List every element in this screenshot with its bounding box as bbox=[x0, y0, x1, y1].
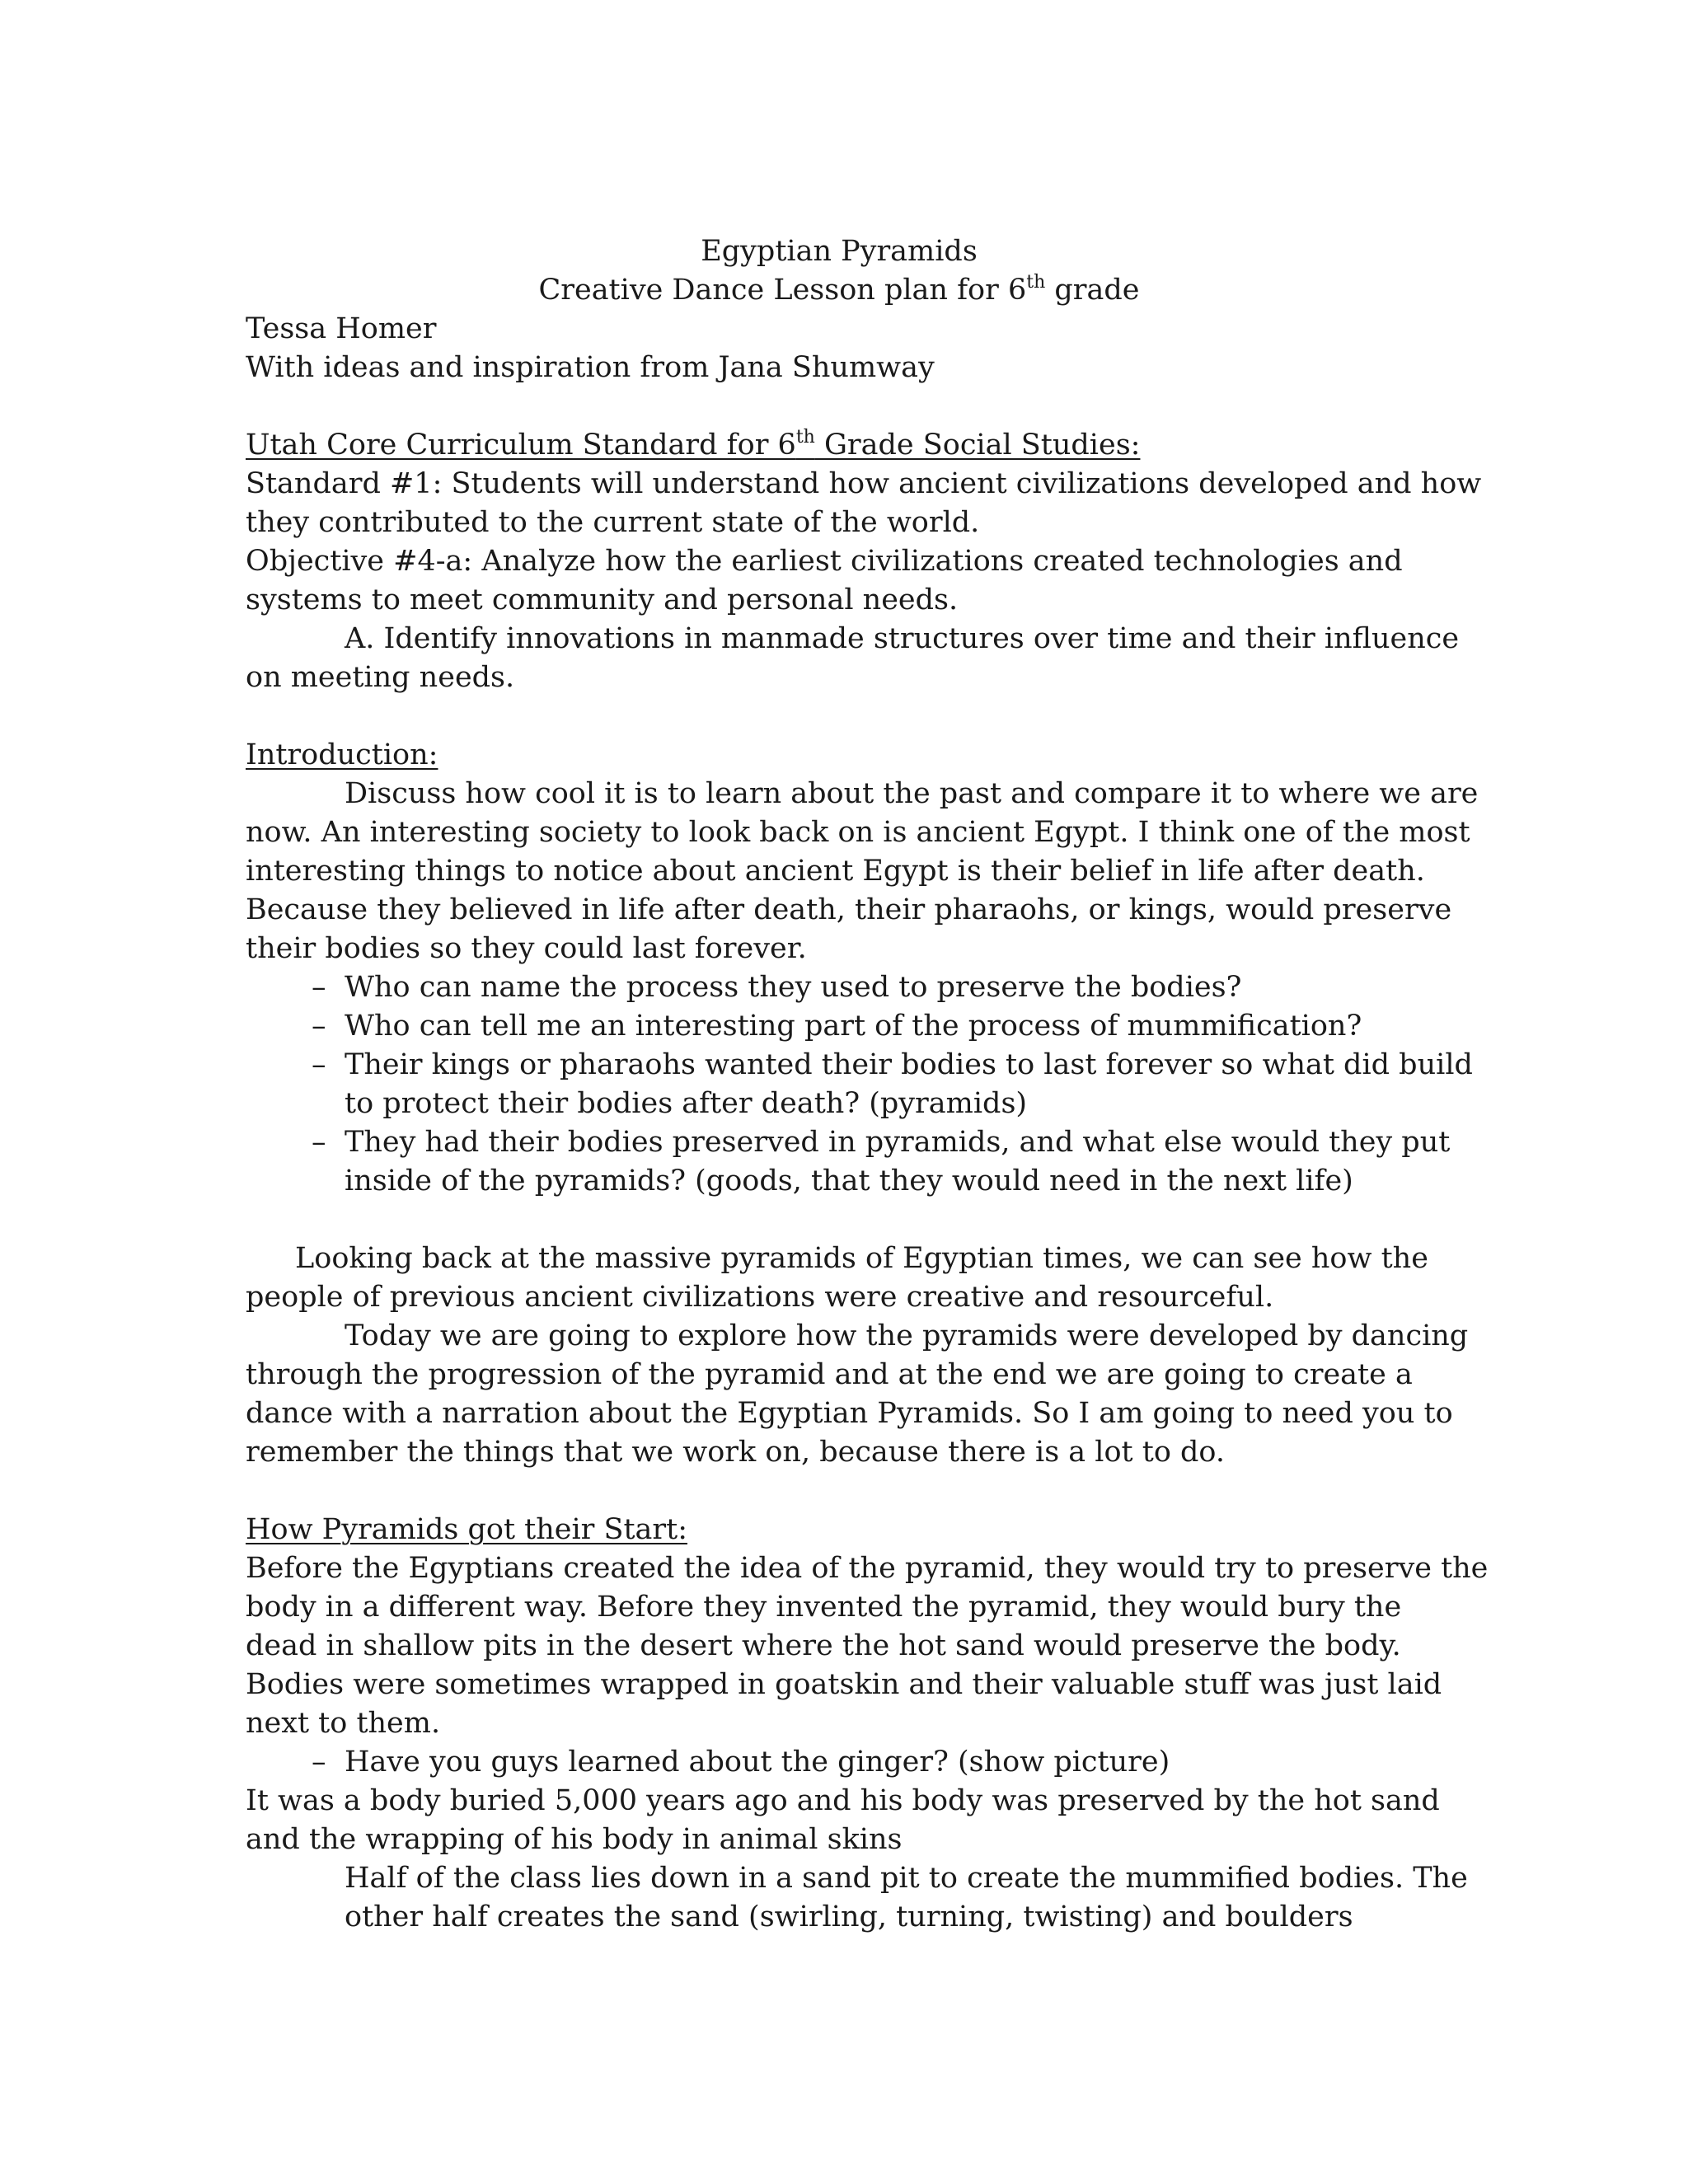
objective-item-a: A. Identify innovations in manmade structures over time and their influence bbox=[345, 622, 1460, 655]
standard-heading-suffix: Grade Social Studies: bbox=[814, 429, 1141, 462]
introduction-paragraph-first-line: Discuss how cool it is to learn about the past and compare it to where we are bbox=[345, 777, 1479, 810]
list-item bbox=[246, 1046, 1473, 1085]
introduction-heading-text: Introduction: bbox=[246, 738, 438, 771]
dash-bullet-icon: – bbox=[312, 1048, 326, 1081]
list-item bbox=[246, 1123, 1451, 1162]
pyramids-start-heading bbox=[246, 1511, 1432, 1549]
list-item bbox=[246, 1743, 1432, 1782]
introduction-paragraph-line: now. An interesting society to look back on is ancient Egypt. I think one of the most bbox=[246, 816, 1470, 849]
pyramids-start-line: dead in shallow pits in the desert where the hot sand would preserve the body. bbox=[246, 1629, 1401, 1662]
list-item-text: Who can name the process they used to preserve the bodies? bbox=[345, 971, 1242, 1004]
standard-heading-superscript: th bbox=[795, 427, 815, 448]
spacer bbox=[246, 1201, 1432, 1240]
subtitle-text: Creative Dance Lesson plan for 6 bbox=[538, 274, 1027, 307]
list-item bbox=[246, 968, 1432, 1007]
standard-heading bbox=[246, 426, 1432, 465]
objective-item-a-continued: on meeting needs. bbox=[246, 661, 515, 694]
introduction-paragraph-line: Because they believed in life after death, their pharaohs, or kings, would preserve bbox=[246, 893, 1452, 926]
today-line: through the progression of the pyramid and at the end we are going to create a bbox=[246, 1358, 1413, 1391]
document-body bbox=[246, 232, 1489, 1937]
standard-line: they contributed to the current state of the world. bbox=[246, 506, 980, 539]
document-subtitle bbox=[246, 271, 1432, 310]
today-first-line: Today we are going to explore how the pyramids were developed by dancing bbox=[345, 1319, 1469, 1352]
dash-bullet-icon: – bbox=[312, 1746, 326, 1779]
dash-bullet-icon: – bbox=[312, 971, 326, 1004]
credit-line: With ideas and inspiration from Jana Shumway bbox=[246, 351, 935, 384]
list-item-continued: inside of the pyramids? (goods, that they would need in the next life) bbox=[345, 1165, 1353, 1197]
list-item-text: Who can tell me an interesting part of the process of mummification? bbox=[345, 1010, 1362, 1043]
spacer bbox=[246, 697, 1432, 736]
subtitle-suffix: grade bbox=[1045, 274, 1140, 307]
pyramids-start-line: Before the Egyptians created the idea of the pyramid, they would try to preserve the bbox=[246, 1552, 1489, 1585]
objective-line: systems to meet community and personal needs. bbox=[246, 583, 959, 616]
pyramids-start-after-line: and the wrapping of his body in animal skins bbox=[246, 1823, 903, 1856]
standard-line: Standard #1: Students will understand how ancient civilizations developed and how bbox=[246, 467, 1482, 500]
looking-back-line: people of previous ancient civilizations were creative and resourceful. bbox=[246, 1281, 1274, 1314]
author-name: Tessa Homer bbox=[246, 312, 437, 345]
list-item bbox=[246, 1007, 1432, 1046]
activity-line: other half creates the sand (swirling, turning, twisting) and boulders bbox=[345, 1900, 1353, 1933]
dash-bullet-icon: – bbox=[312, 1126, 326, 1159]
list-item-text: Have you guys learned about the ginger? (show picture) bbox=[345, 1746, 1170, 1779]
subtitle-superscript: th bbox=[1026, 272, 1046, 293]
list-item-text: They had their bodies preserved in pyramids, and what else would they put bbox=[345, 1126, 1451, 1159]
pyramids-start-line: next to them. bbox=[246, 1707, 441, 1740]
introduction-heading bbox=[246, 736, 1432, 775]
activity-line: Half of the class lies down in a sand pit to create the mummified bodies. The bbox=[345, 1862, 1468, 1895]
today-line: remember the things that we work on, because there is a lot to do. bbox=[246, 1436, 1226, 1469]
document-title: Egyptian Pyramids bbox=[701, 235, 978, 268]
pyramids-start-heading-text: How Pyramids got their Start: bbox=[246, 1513, 688, 1546]
pyramids-start-line: body in a different way. Before they invented the pyramid, they would bury the bbox=[246, 1591, 1402, 1624]
pyramids-start-line: Bodies were sometimes wrapped in goatskin and their valuable stuff was just laid bbox=[246, 1668, 1442, 1701]
dash-bullet-icon: – bbox=[312, 1010, 326, 1043]
list-item-text: Their kings or pharaohs wanted their bodies to last forever so what did build bbox=[345, 1048, 1473, 1081]
today-line: dance with a narration about the Egyptian Pyramids. So I am going to need you to bbox=[246, 1397, 1453, 1430]
pyramids-start-after-line: It was a body buried 5,000 years ago and his body was preserved by the hot sand bbox=[246, 1784, 1440, 1817]
spacer bbox=[246, 387, 1432, 426]
standard-heading-text: Utah Core Curriculum Standard for 6 bbox=[246, 429, 796, 462]
spacer bbox=[246, 1472, 1432, 1511]
introduction-paragraph-line: interesting things to notice about ancient Egypt is their belief in life after death. bbox=[246, 855, 1425, 888]
looking-back-first-line: Looking back at the massive pyramids of Egyptian times, we can see how the bbox=[295, 1242, 1428, 1275]
list-item-continued: to protect their bodies after death? (pyramids) bbox=[345, 1087, 1028, 1120]
objective-line: Objective #4-a: Analyze how the earliest civilizations created technologies and bbox=[246, 545, 1403, 578]
introduction-paragraph-line: their bodies so they could last forever. bbox=[246, 932, 807, 965]
